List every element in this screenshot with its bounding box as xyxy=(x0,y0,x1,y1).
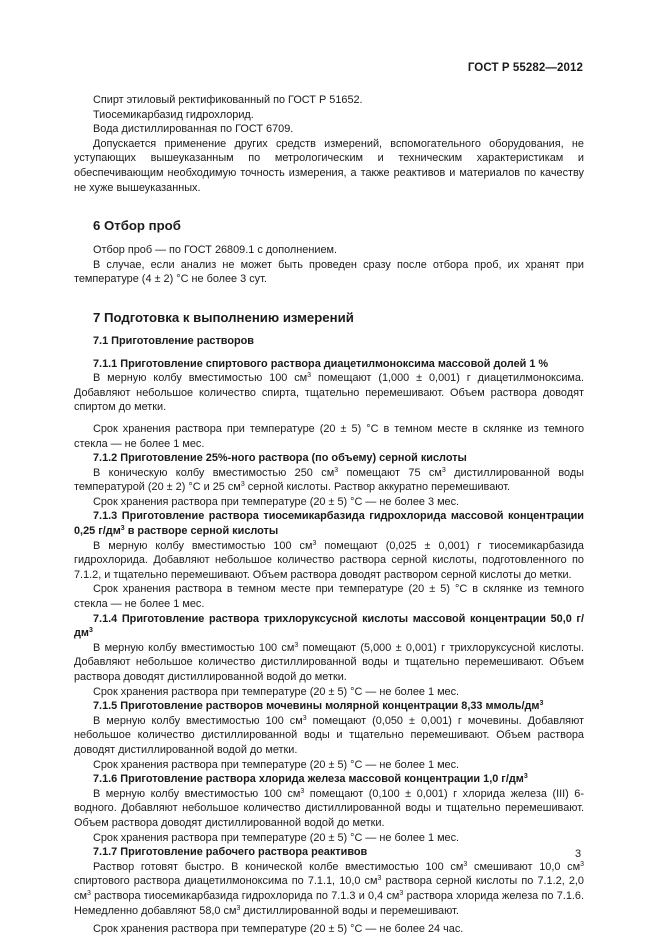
section-7-1-1-heading: 7.1.1 Приготовление спиртового раствора диацетилмоноксима массовой долей 1 % xyxy=(93,357,549,370)
section-7-1-6-storage: Срок хранения раствора при температуре (20 ± 5) °С — не более 1 мес. xyxy=(93,831,460,844)
section-7-1-heading: 7.1 Приготовление растворов xyxy=(93,334,254,347)
section-7-1-4-storage: Срок хранения раствора при температуре (20 ± 5) °С — не более 1 мес. xyxy=(93,685,460,698)
section-7-1-2-storage: Срок хранения раствора при температуре (20 ± 5) °С — не более 3 мес. xyxy=(93,495,460,508)
section-7-heading: 7 Подготовка к выполнению измерений xyxy=(93,309,354,325)
page-number: 3 xyxy=(575,848,582,860)
section-7-1-6-body: В мерную колбу вместимостью 100 $см^3$ помещают (0,100 ± 0,001) г хлорида железа (III) 6-водного. Добавляют небольшое количество дистиллированной воды и тщательно перемешивают. Объем раствора доводят дистиллированной водой до метки. xyxy=(74,787,584,829)
section-7-1-2-body: В коническую колбу вместимостью 250 $см^3$ помещают 75 $см^3$ дистиллированной воды температурой (20 ± 2) °С и 25 $см^3$ серной кислоты. Раствор аккуратно перемешивают. xyxy=(74,466,585,494)
section-7-1-5-body: В мерную колбу вместимостью 100 $см^3$ помещают (0,050 ± 0,001) г мочевины. Добавляют небольшое количество дистиллированной воды и тщательно перемешивают. Объем раствора доводят дистиллированной водой до метки. xyxy=(74,714,584,756)
section-7-1-1-storage: Срок хранения раствора при температуре (20 ± 5) °С в темном месте в склянке из темного стекла — не более 1 мес. xyxy=(74,422,584,450)
section-7-1-3-heading: 7.1.3 Приготовление раствора тиосемикарбазида гидрохлорида массовой концентрации 0,25 $г/дм^3$ в растворе серной кислоты xyxy=(74,510,584,538)
section-7-1-7-body: Раствор готовят быстро. В конической колбе вместимостью 100 $см^3$ смешивают 10,0 $см^3$ спиртового раствора диацетилмоноксима по 7.1.1, 10,0 $см^3$ раствора серной кислоты по 7.1.2, 2,0 $см^3$ раствора тиосемикарбазида гидрохлорида по 7.1.3 и 0,4 $см^3$ раствора хлорида железа по 7.1.6. Немедленно добавляют 58,0 $см^3$ дистиллированной воды и перемешивают. xyxy=(74,860,585,917)
section-6-heading: 6 Отбор проб xyxy=(93,218,181,234)
section-7-1-4-heading: 7.1.4 Приготовление раствора трихлоруксусной кислоты массовой концентрации 50,0 $г/дм^3$ xyxy=(74,612,584,640)
section-7-1-5-heading: 7.1.5 Приготовление растворов мочевины молярной концентрации 8,33 ммоль/$дм^3$ xyxy=(93,700,544,713)
section-7-1-7-storage: Срок хранения раствора при температуре (20 ± 5) °С — не более 24 час. xyxy=(93,923,464,936)
section-7-1-6-heading: 7.1.6 Приготовление раствора хлорида железа массовой концентрации 1,0 $г/дм^3$ xyxy=(93,773,528,786)
paragraph-ethanol: Спирт этиловый ректификованный по ГОСТ Р 51652. xyxy=(93,94,363,106)
document-body xyxy=(74,93,584,937)
document-header-standard: ГОСТ Р 55282—2012 xyxy=(467,62,583,74)
section-7-1-2-heading: 7.1.2 Приготовление 25%-ного раствора (по объему) серной кислоты xyxy=(93,452,467,465)
section-6-paragraph-1: Отбор проб — по ГОСТ 26809.1 с дополнением. xyxy=(93,244,338,257)
section-7-1-3-body: В мерную колбу вместимостью 100 $см^3$ помещают (0,025 ± 0,001) г тиосемикарбазида гидрохлорида. Добавляют небольшое количество раствора серной кислоты, подготовленного по 7.1.2, и тщательно перемешивают. Объем раствора доводят раствором серной кислоты до метки. xyxy=(74,539,584,581)
section-7-1-3-storage: Срок хранения раствора в темном месте при температуре (20 ± 5) °С в склянке из темного стекла — не более 1 мес. xyxy=(74,583,584,611)
paragraph-water: Вода дистиллированная по ГОСТ 6709. xyxy=(93,123,294,136)
section-6-paragraph-2: В случае, если анализ не может быть проведен сразу после отбора проб, их хранят при температуре (4 ± 2) °С не более 3 сут. xyxy=(74,258,584,286)
section-7-1-4-body: В мерную колбу вместимостью 100 $см^3$ помещают (5,000 ± 0,001) г трихлоруксусной кислоты. Добавляют небольшое количество дистиллированной воды и тщательно перемешивают. Объем раствора доводят дистиллированной водой до метки. xyxy=(74,641,584,683)
paragraph-thiosemicarbazide: Тиосемикарбазид гидрохлорид. xyxy=(93,108,254,121)
section-7-1-1-body: В мерную колбу вместимостью 100 $см^3$ помещают (1,000 ± 0,001) г диацетилмоноксима. Добавляют небольшое количество спирта, тщательно перемешивают. Объем раствора доводят спиртом до метки. xyxy=(74,372,584,414)
paragraph-alternatives: Допускается применение других средств измерений, вспомогательного оборудования, не уступающих вышеуказанным по метрологическим и техническим характеристикам и обеспечивающим необходимую точность измерения, а также реактивов и материалов по качеству не хуже вышеуказанных. xyxy=(74,137,584,194)
section-7-1-5-storage: Срок хранения раствора при температуре (20 ± 5) °С — не более 1 мес. xyxy=(93,758,460,771)
section-7-1-7-heading: 7.1.7 Приготовление рабочего раствора реактивов xyxy=(93,846,368,859)
